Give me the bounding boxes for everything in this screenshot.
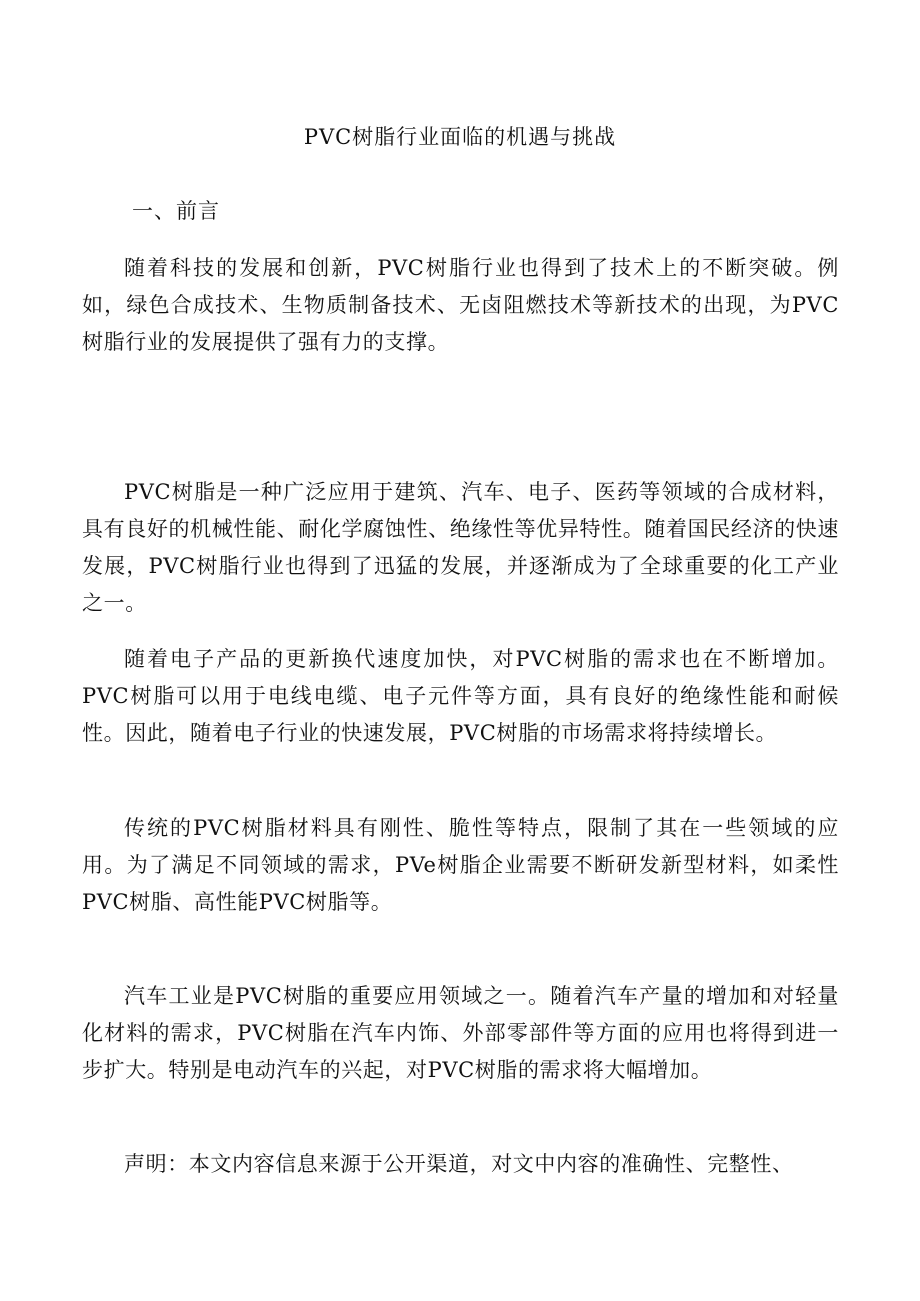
paragraph-overview: PVC树脂是一种广泛应用于建筑、汽车、电子、医药等领域的合成材料，具有良好的机械性能、耐化学腐蚀性、绝缘性等优异特性。随着国民经济的快速发展，PVC树脂行业也得到了迅猛的发展，并逐渐成为了全球重要的化工产业之一。	[82, 480, 839, 615]
paragraph-electronics: 随着电子产品的更新换代速度加快，对PVC树脂的需求也在不断增加。PVC树脂可以用于电线电缆、电子元件等方面，具有良好的绝缘性能和耐候性。因此，随着电子行业的快速发展，PVC树脂的市场需求将持续增长。	[82, 647, 839, 745]
paragraph-materials: 传统的PVC树脂材料具有刚性、脆性等特点，限制了其在一些领域的应用。为了满足不同领域的需求，PVe树脂企业需要不断研发新型材料，如柔性PVC树脂、高性能PVC树脂等。	[82, 816, 839, 914]
paragraph-technology: 随着科技的发展和创新，PVC树脂行业也得到了技术上的不断突破。例如，绿色合成技术、生物质制备技术、无卤阻燃技术等新技术的出现，为PVC树脂行业的发展提供了强有力的支撑。	[82, 256, 839, 354]
paragraph-disclaimer: 声明：本文内容信息来源于公开渠道，对文中内容的准确性、完整性、	[124, 1152, 794, 1176]
section-heading: 一、前言	[132, 199, 220, 223]
paragraph-automotive: 汽车工业是PVC树脂的重要应用领域之一。随着汽车产量的增加和对轻量化材料的需求，PVC树脂在汽车内饰、外部零部件等方面的应用也将得到进一步扩大。特别是电动汽车的兴起，对PVC树脂的需求将大幅增加。	[82, 984, 839, 1082]
document-title: PVC树脂行业面临的机遇与挑战	[303, 125, 617, 149]
